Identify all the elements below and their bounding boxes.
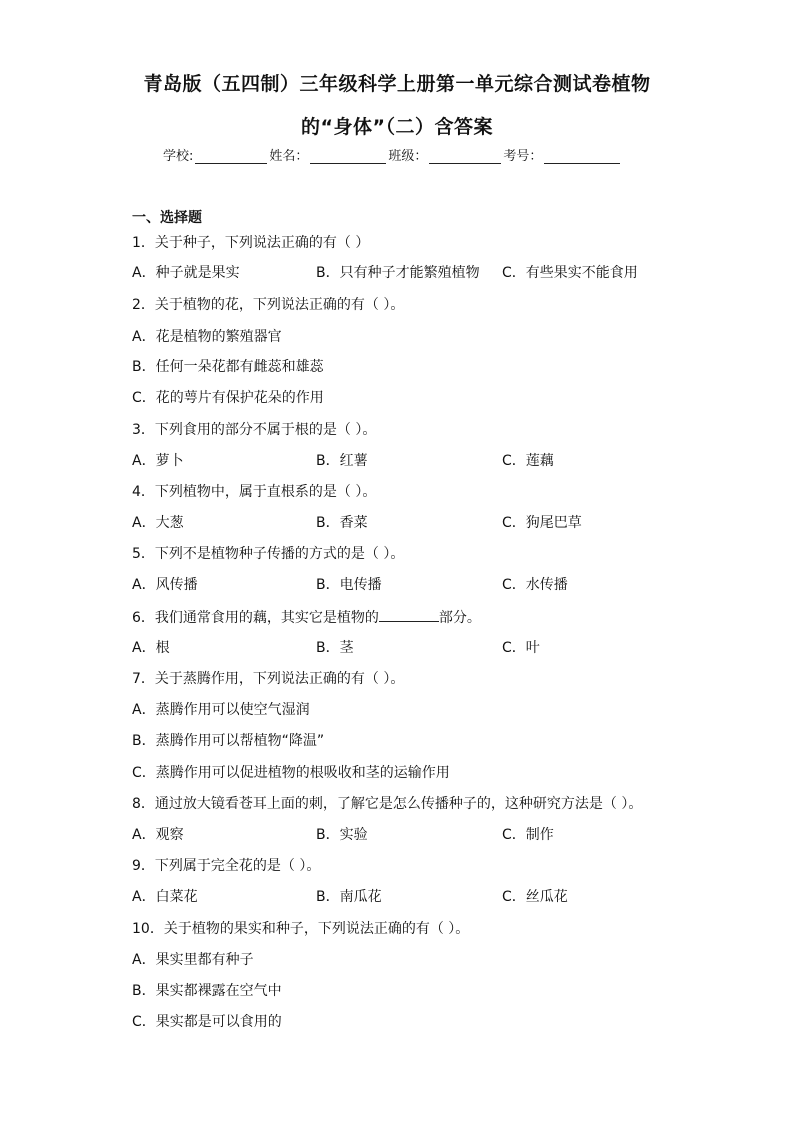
option-c[interactable]: C．花的萼片有保护花朵的作用 bbox=[132, 390, 324, 406]
name-label: 姓名： bbox=[269, 149, 309, 164]
option-b[interactable]: B．茎 bbox=[316, 640, 354, 656]
question-stem: 9．下列属于完全花的是（ ）。 bbox=[132, 858, 321, 874]
option-a[interactable]: A．种子就是果实 bbox=[132, 265, 240, 281]
exam-title-line2: 的“身体”（二）含答案 bbox=[301, 116, 493, 138]
id-blank[interactable] bbox=[544, 149, 620, 164]
option-b[interactable]: B．电传播 bbox=[316, 577, 382, 593]
id-label: 考号： bbox=[503, 149, 543, 164]
option-b[interactable]: B．实验 bbox=[316, 827, 368, 843]
question-stem: 1．关于种子，下列说法正确的有（ ） bbox=[132, 235, 370, 251]
option-c[interactable]: C．狗尾巴草 bbox=[502, 515, 582, 531]
option-c[interactable]: C．叶 bbox=[502, 640, 540, 656]
option-b[interactable]: B．南瓜花 bbox=[316, 889, 382, 905]
class-label: 班级： bbox=[388, 149, 428, 164]
option-c[interactable]: C．制作 bbox=[502, 827, 554, 843]
option-c[interactable]: C．丝瓜花 bbox=[502, 889, 568, 905]
question-stem: 4．下列植物中，属于直根系的是（ ）。 bbox=[132, 484, 377, 500]
option-a[interactable]: A．果实里都有种子 bbox=[132, 952, 254, 968]
option-b[interactable]: B．只有种子才能繁殖植物 bbox=[316, 265, 480, 281]
option-c[interactable]: C．蒸腾作用可以促进植物的根吸收和茎的运输作用 bbox=[132, 765, 450, 781]
option-c[interactable]: C．莲藕 bbox=[502, 453, 554, 469]
question-stem-pre: 6．我们通常食用的藕，其实它是植物的 bbox=[132, 610, 379, 626]
option-a[interactable]: A．白菜花 bbox=[132, 889, 198, 905]
question-stem: 2．关于植物的花，下列说法正确的有（ ）。 bbox=[132, 297, 405, 313]
option-b[interactable]: B．任何一朵花都有雌蕊和雄蕊 bbox=[132, 359, 324, 375]
class-blank[interactable] bbox=[429, 149, 501, 164]
option-a[interactable]: A．萝卜 bbox=[132, 453, 184, 469]
option-b[interactable]: B．红薯 bbox=[316, 453, 368, 469]
section-title: 一、选择题 bbox=[132, 210, 202, 226]
school-blank[interactable] bbox=[195, 149, 267, 164]
option-c[interactable]: C．果实都是可以食用的 bbox=[132, 1014, 282, 1030]
question-stem-post: 部分。 bbox=[438, 610, 481, 626]
question-stem: 3．下列食用的部分不属于根的是（ ）。 bbox=[132, 422, 377, 438]
exam-title-line1: 青岛版（五四制）三年级科学上册第一单元综合测试卷植物 bbox=[143, 73, 651, 95]
school-label: 学校: bbox=[163, 149, 194, 164]
question-stem: 8．通过放大镜看苍耳上面的刺，了解它是怎么传播种子的，这种研究方法是（ ）。 bbox=[132, 796, 643, 812]
option-b[interactable]: B．香菜 bbox=[316, 515, 368, 531]
option-c[interactable]: C．水传播 bbox=[502, 577, 568, 593]
question-stem bbox=[132, 607, 481, 627]
option-b[interactable]: B．果实都裸露在空气中 bbox=[132, 983, 282, 999]
student-info-row bbox=[163, 145, 622, 164]
question-stem: 10．关于植物的果实和种子，下列说法正确的有（ ）。 bbox=[132, 921, 470, 937]
name-blank[interactable] bbox=[310, 149, 386, 164]
question-stem: 5．下列不是植物种子传播的方式的是（ ）。 bbox=[132, 546, 405, 562]
option-c[interactable]: C．有些果实不能食用 bbox=[502, 265, 638, 281]
option-a[interactable]: A．大葱 bbox=[132, 515, 184, 531]
option-a[interactable]: A．花是植物的繁殖器官 bbox=[132, 329, 282, 345]
answer-blank[interactable] bbox=[379, 607, 439, 622]
question-stem: 7．关于蒸腾作用，下列说法正确的有（ ）。 bbox=[132, 671, 405, 687]
option-b[interactable]: B．蒸腾作用可以帮植物“降温” bbox=[132, 733, 325, 749]
option-a[interactable]: A．观察 bbox=[132, 827, 184, 843]
option-a[interactable]: A．蒸腾作用可以使空气湿润 bbox=[132, 702, 310, 718]
option-a[interactable]: A．根 bbox=[132, 640, 170, 656]
option-a[interactable]: A．风传播 bbox=[132, 577, 198, 593]
